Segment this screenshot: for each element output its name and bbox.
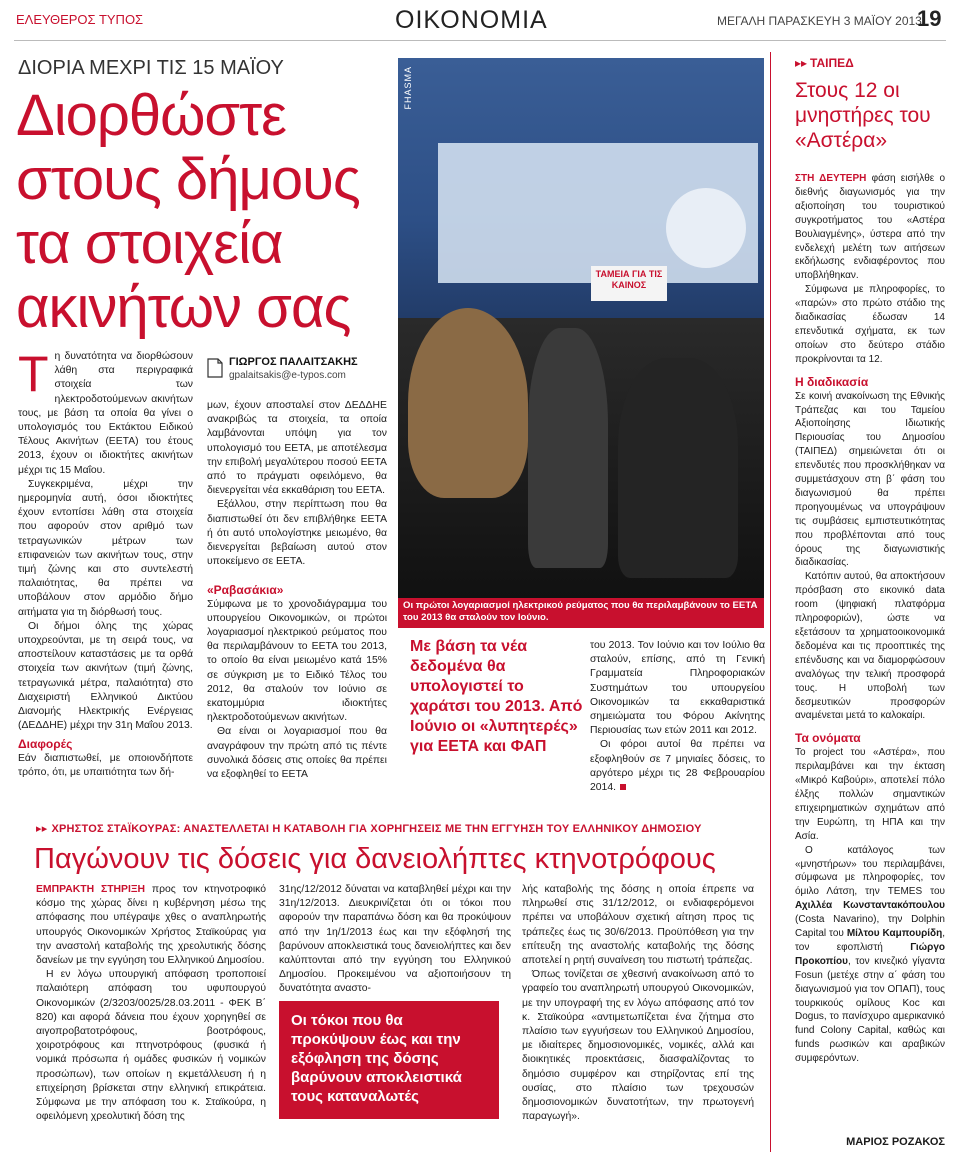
issue-date: ΜΕΓΑΛΗ ΠΑΡΑΣΚΕΥΗ 3 ΜΑΪΟΥ 2013	[717, 14, 922, 28]
second-paragraph: Η εν λόγω υπουργική απόφαση τροποποιεί παλαιότερη απόφαση του υφυπουργού Οικονομικών (2/3203/0025/28.03.2011 - ΦΕΚ Β΄ 820) και αφορά δάνεια που έχουν χορηγηθεί σε αιγοπροβατοτρόφους, βοοτρόφους, χοιροτρόφους και πτηνοτρόφους (φυσικά ή νομικά πρόσωπα ή ομάδες φυσικών ή νομικών προσώπων), των οποίων η εκμετάλλευση ή η επιχείρηση βρίσκεται στην ελληνική επικράτεια. Σύμφωνα με την απόφαση του κ. Σταϊκούρα, η οφειλόμενη χρεολυτική δόση της	[36, 969, 266, 1123]
sidebar-author: ΜΑΡΙΟΣ ΡΟΖΑΚΟΣ	[846, 1136, 945, 1148]
main-paragraph: Οι φόροι αυτοί θα πρέπει να εξοφληθούν σε 7 μηνιαίες δόσεις, το αργότερο μέχρι τις 28 Φεβρουαρίου 2014.	[590, 739, 765, 794]
second-pullquote: Οι τόκοι που θα προκύψουν έως και την εξόφληση της δόσης βαρύνουν αποκλειστικά τους καταναλωτές	[279, 1001, 499, 1119]
photo-figure	[528, 328, 608, 568]
photo-sign: ΤΑΜΕΙΑ ΓΙΑ ΤΙΣ ΚΑΙΝΟΣ	[591, 266, 667, 301]
main-paragraph: Θα είναι οι λογαριασμοί που θα αναγράφουν την πρώτη από τις πέντε συνολικά δόσεις στις οποίες θα πρέπει να εξοφληθεί το ΕΕΤΑ	[207, 726, 387, 781]
headline-line: Διορθώστε	[16, 83, 286, 148]
author-name: ΓΙΩΡΓΟΣ ΠΑΛΑΙΤΣΑΚΗΣ	[229, 356, 358, 368]
main-column-4	[590, 639, 765, 795]
subheading-procedure: Η διαδικασία	[795, 374, 869, 389]
main-paragraph: μων, έχουν αποσταλεί στον ΔΕΔΔΗΕ ανακριβώς τα στοιχεία, τα οποία λαμβάνονται υπόψη για τον υπολογισμό του ΕΕΤΑ, με αποτέλεσμα την επιβολή μεγαλύτερου ποσού ΕΕΤΑ από το πράγματι οφειλόμενο, θα διενεργείται νέα εκκαθάριση του ΕΕΤΑ.	[207, 400, 387, 497]
main-column-1	[18, 346, 193, 780]
newspaper-name: ΕΛΕΥΘΕΡΟΣ ΤΥΠΟΣ	[16, 12, 144, 27]
second-column-3	[522, 883, 754, 1124]
double-chevron-icon: ▸▸	[36, 823, 48, 835]
section-title: ΟΙΚΟΝΟΜΙΑ	[395, 6, 548, 34]
photo-logo	[666, 188, 746, 268]
photo-caption: Οι πρώτοι λογαριασμοί ηλεκτρικού ρεύματος που θα περιλαμβάνουν το ΕΕΤΑ του 2013 θα σταλούν τον Ιούνιο.	[398, 598, 764, 628]
main-pullquote: Με βάση τα νέα δεδομένα θα υπολογιστεί το χαράτσι του 2013. Από Ιούνιο οι «λυπητερές» για ΕΕΤΑ και ΦΑΠ	[410, 638, 583, 755]
main-paragraph: Οι δήμοι όλης της χώρας υποχρεούνται, με τη σειρά τους, να αποστείλουν καταστάσεις με τα ορθά στοιχεία των ακινήτων (τιμή ζώνης, τετραγωνικά μέτρα, παλαιότητα) στο Διαχειριστή Ελληνικού Δικτύου Διανομής Ηλεκτρικής Ενέργειας (ΔΕΔΔΗΕ) μέχρι την 31η Μαΐου 2013.	[18, 620, 193, 732]
second-paragraph: 31ης/12/2012 δύναται να καταβληθεί μέχρι και την 31η/12/2013. Διευκρινίζεται ότι οι τόκοι που αφορούν την παραπάνω δόση και θα προκύψουν από την 1η/1/2013 έως και την εξόφλησή της βαρύνουν αποκλειστικά τους δανειολήπτες και δεν καλύπτονται από την εγγύηση του Ελληνικού Δημοσίου. Προκειμένου να αξιοποιήσουν τη δυνατότητα αναστο-	[279, 884, 511, 995]
subheading-notes: «Ραβασάκια»	[207, 583, 284, 598]
second-paragraph: ΕΜΠΡΑΚΤΗ ΣΤΗΡΙΞΗ προς τον κτηνοτροφικό κόσμο της χώρας δίνει η κυβέρνηση μέσω της απόφασης που υπέγραψε χθες ο αναπληρωτής υπουργός Οικονομικών Χρήστος Σταϊκούρας για την αναστολή καταβολής της χρεολυτικής δόσης δανείων με την εγγύηση του Ελληνικού Δημοσίου.	[36, 884, 267, 967]
sidebar-headline: Στους 12 οι μνηστήρες του «Αστέρα»	[795, 79, 931, 152]
second-kicker: ▸▸ ΧΡΗΣΤΟΣ ΣΤΑΪΚΟΥΡΑΣ: ΑΝΑΣΤΕΛΛΕΤΑΙ Η ΚΑΤΑΒΟΛΗ ΓΙΑ ΧΟΡΗΓΗΣΕΙΣ ΜΕ ΤΗΝ ΕΓΓΥΗΣΗ ΤΟΥ ΕΛΛΗΝΙΚΟΥ ΔΗΜΟΣΙΟΥ	[36, 823, 702, 835]
main-paragraph: Συγκεκριμένα, μέχρι την ημερομηνία αυτή, όσοι ιδιοκτήτες έχουν εντοπίσει λάθη στα στοιχεία που αφορούν στον αριθμό των τετραγωνικών μέτρων των επιφανειών των ακινήτων τους, στην τιμή ζώνης και στο συντελεστή παλαιότητας, θα πρέπει να υποβάλουν στον αρμόδιο δήμο αιτήματα για τη διόρθωσή τους.	[18, 478, 193, 618]
sidebar-paragraph: Κατόπιν αυτού, θα αποκτήσουν πρόσβαση στο εικονικό data room (ψηφιακή πλατφόρμα πληροφοριών), ώστε να εξετάσουν τα χρηματοοικονομικά δεδομένα και τις προοπτικές της επένδυσης και να διαμορφώσουν αναλόγως την τελική προσφορά τους. Η υποβολή των δεσμευτικών προσφορών αναμένεται μετά το καλοκαίρι.	[795, 571, 945, 722]
main-paragraph: του 2013. Τον Ιούνιο και τον Ιούλιο θα σταλούν, επίσης, από τη Γενική Γραμματεία Πληροφοριακών Συστημάτων του υπουργείου Οικονομικών τα εκκαθαριστικά σημειώματα του Φόρου Ακίνητης Περιουσίας των ετών 2011 και 2012.	[590, 640, 765, 737]
sidebar-paragraph: Σύμφωνα με πληροφορίες, το «παρών» στο πρώτο στάδιο της διαδικασίας έδωσαν 14 επενδυτικά σχήματα, εκ των οποίων στο δεύτερο στάδιο προκρίνονται τα 12.	[795, 284, 945, 365]
main-kicker: ΔΙΟΡΙΑ ΜΕΧΡΙ ΤΙΣ 15 ΜΑΪΟΥ	[18, 57, 284, 79]
headline-line: τα στοιχεία	[16, 211, 283, 276]
end-mark	[620, 784, 626, 790]
sidebar-body	[795, 172, 945, 1066]
main-paragraph: Εξάλλου, στην περίπτωση που θα διαπιστωθεί ότι δεν επιβλήθηκε ΕΕΤΑ ή ότι αυτό υπολογίστηκε μειωμένο, θα διενεργείται βεβαίωση αυτού στον υποκείμενο σε ΕΕΤΑ.	[207, 499, 387, 568]
second-column-2	[279, 883, 511, 997]
photo-figure	[618, 358, 738, 578]
headline-line: στους δήμους	[16, 147, 360, 212]
main-column-2	[207, 399, 387, 782]
second-paragraph: λής καταβολής της δόσης η οποία έπρεπε να πληρωθεί στις 31/12/2012, οι ενδιαφερόμενοι πρέπει να υποβάλουν σχετική αίτηση προς τις τράπεζες έως τις 30/6/2013. Προϋπόθεση για την επίτευξη της αναστολής καταβολής της δόσης αποτελεί η ρητή συναίνεση του πιστωτή τράπεζας.	[522, 884, 754, 967]
article-photo	[398, 58, 764, 598]
main-paragraph: Τη δυνατότητα να διορθώσουν λάθη στα περιγραφικά στοιχεία των ηλεκτροδοτούμενων ακινήτων τους, με βάση τα οποία θα γίνει ο υπολογισμός του Εκτάκτου Ειδικού Τέλους Ακινήτων (ΕΕΤΑ) του έτους 2013, έχουν οι ιδιοκτήτες ακινήτων μέχρι τις 15 Μαΐου.	[18, 346, 193, 476]
second-headline: Παγώνουν τις δόσεις για δανειολήπτες κτηνοτρόφους	[34, 843, 716, 875]
drop-cap: Τ	[18, 346, 49, 402]
document-icon	[207, 358, 223, 378]
sidebar-paragraph: Το project του «Αστέρα», που περιλαμβάνει και την έκταση «Μικρό Καβούρι», αποτελεί πόλο έλξης πολλών σημαντικών επιχειρηματικών σχημάτων από την Ευρώπη, τη ΗΠΑ και την Ασία.	[795, 747, 945, 842]
sidebar-paragraph: Ο κατάλογος των «μνηστήρων» του περιλαμβάνει, σύμφωνα με πληροφορίες, τον όμιλο Λάτση, την TEMES του Αχιλλέα Κωνσταντακόπουλου (Costa Navarino), την Dolphin Capital του Μίλτου Καμπουρίδη, τον εφοπλιστή Γιώργο Προκοπίου, τον κινεζικό γίγαντα Fosun (μετέχε στην α΄ φάση του διαγωνισμού για τον ΟΠΑΠ), τους τουρκικούς ομίλους Koc και Dogus, το πανίσχυρο αμερικανικό fund Colony Capital, καθώς και funds ρωσικών και αραβικών συμφερόντων.	[795, 844, 945, 1065]
sidebar-rule	[770, 52, 771, 1152]
double-chevron-icon: ▸▸	[795, 56, 808, 70]
sidebar-kicker: ▸▸ ΤΑΙΠΕΔ	[795, 56, 854, 70]
subheading-differences: Διαφορές	[18, 737, 73, 752]
headline-line: ακινήτων σας	[16, 275, 351, 340]
sidebar-paragraph: Σε κοινή ανακοίνωση της Εθνικής Τράπεζας και του Ταμείου Αξιοποίησης Ιδιωτικής Περιουσίας του Δημοσίου (ΤΑΙΠΕΔ) σημειώνεται ότι οι επενδυτές που προσκλήθηκαν να συμμετάσχουν στη β΄ φάση του διαγωνισμού θα πρέπει προηγουμένως να υπογράψουν τις συμβάσεις εμπιστευτικότητας που προβλέπονται από τους όρους της διαγωνιστικής διαδικασίας.	[795, 390, 945, 569]
page-number: 19	[917, 6, 942, 31]
second-column-1	[36, 883, 266, 1124]
header-rule	[14, 40, 946, 41]
author-box	[207, 356, 387, 388]
sidebar-paragraph: ΣΤΗ ΔΕΥΤΕΡΗ φάση εισήλθε ο διεθνής διαγωνισμός για την αξιοποίηση του τουριστικού συγκροτήματος του «Αστέρα Βουλιαγμένης», ύστερα από την ενδελεχή μελέτη των αιτήσεων εκδήλωσης ενδιαφέροντος που υποβλήθηκαν.	[795, 173, 946, 282]
main-paragraph: Σύμφωνα με το χρονοδιάγραμμα του υπουργείου Οικονομικών, οι πρώτοι λογαριασμοί ηλεκτρικού ρεύματος που θα περιλαμβάνουν το ΕΕΤΑ του 2013, το οποίο θα είναι μειωμένο κατά 15% σε σύγκριση με το Ειδικό Τέλος του 2012, θα σταλούν τον Ιούνιο σε εκατομμύρια ιδιοκτήτες ηλεκτροδοτούμενων ακινήτων.	[207, 598, 387, 724]
photo-credit: FHASMA	[403, 66, 413, 110]
main-paragraph: Εάν διαπιστωθεί, με οποιονδήποτε τρόπο, ότι, με υπαιτιότητα των δή-	[18, 752, 193, 778]
main-headline	[16, 84, 396, 340]
subheading-names: Τα ονόματα	[795, 731, 861, 746]
second-paragraph: Όπως τονίζεται σε χθεσινή ανακοίνωση από το γραφείο του αναπληρωτή υπουργού Οικονομικών, με την υπογραφή της εν λόγω απόφασης από τον κ. Σταϊκούρα «αντιμετωπίζεται ένα ζήτημα στο πλαίσιο των εγγυήσεων του Ελληνικού Δημοσίου, με ιδιαίτερες δημοσιονομικές, νομικές, αλλά και διοικητικές προεκτάσεις, διασφαλίζοντας το δημόσιο συμφέρον και στηρίζοντας επί της ουσίας, στο πλαίσιο των τρεχουσών δημοσιονομικών δυνατοτήτων, την πρωτογενή παραγωγή».	[522, 969, 754, 1123]
author-email[interactable]: gpalaitsakis@e-typos.com	[229, 370, 346, 381]
photo-figure	[408, 308, 528, 498]
